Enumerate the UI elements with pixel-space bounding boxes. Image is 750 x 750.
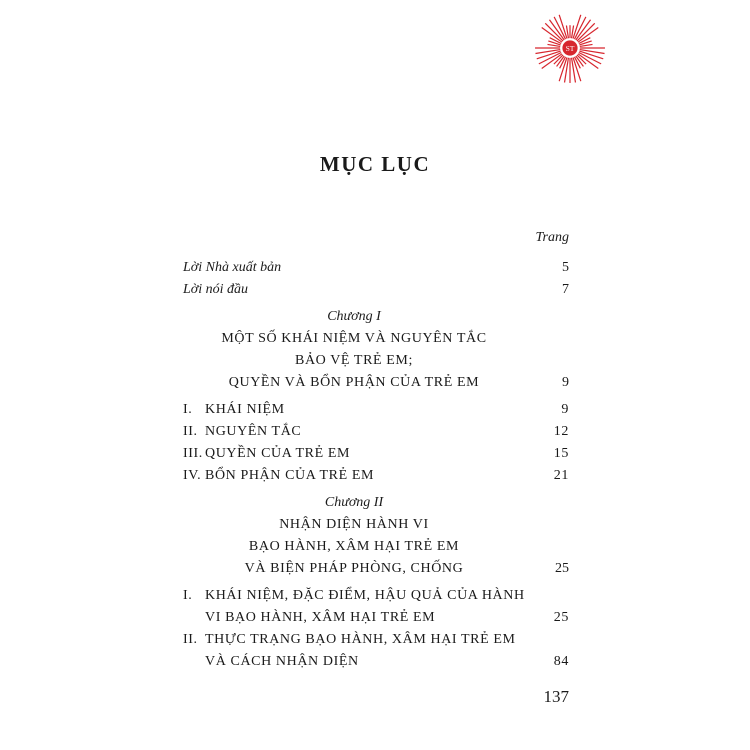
toc-entry-page: 12 <box>553 424 569 439</box>
section-number: I. <box>183 588 193 603</box>
toc-entry-label: KHÁI NIỆM, ĐẶC ĐIỂM, HẬU QUẢ CỦA HÀNH <box>205 588 525 603</box>
chapter-title: Chương II <box>324 495 384 510</box>
chapter-name-line: QUYỀN VÀ BỔN PHẬN CỦA TRẺ EM <box>228 375 480 390</box>
chapter-name-line: MỘT SỐ KHÁI NIỆM VÀ NGUYÊN TẮC <box>221 331 487 346</box>
page-title: MỤC LỤC <box>319 152 431 176</box>
toc-entry-page: 25 <box>555 561 569 576</box>
chapter-name-line: BẠO HÀNH, XÂM HẠI TRẺ EM <box>248 539 460 554</box>
section-number: II. <box>183 424 198 439</box>
toc-entry-label: KHÁI NIỆM <box>205 402 285 417</box>
svg-text:ST: ST <box>565 44 575 54</box>
chapter-name-line: NHẬN DIỆN HÀNH VI <box>279 517 429 532</box>
toc-entry-label: NGUYÊN TẮC <box>205 424 302 439</box>
toc-entry-page: 7 <box>562 282 569 297</box>
page-number: 137 <box>543 687 569 706</box>
toc-entry-page: 84 <box>553 654 569 669</box>
toc-entry-page: 9 <box>562 375 569 390</box>
toc-entry-page: 9 <box>561 402 569 417</box>
section-number: II. <box>183 632 198 647</box>
toc-entry-label: BỔN PHẬN CỦA TRẺ EM <box>205 468 375 483</box>
toc-entry-page: 15 <box>553 446 569 461</box>
chapter-title: Chương I <box>327 309 381 324</box>
toc-entry-label: Lời nói đầu <box>183 282 249 297</box>
toc-entry-page: 5 <box>562 260 569 275</box>
toc-entry-page: 21 <box>553 468 569 483</box>
star-emblem-icon <box>532 10 608 86</box>
chapter-name-line: BẢO VỆ TRẺ EM; <box>295 353 413 368</box>
section-number: IV. <box>183 468 202 483</box>
section-number: I. <box>183 402 193 417</box>
toc-entry-label: Lời Nhà xuất bản <box>183 260 282 275</box>
toc-entry-label: VÀ CÁCH NHẬN DIỆN <box>205 654 359 669</box>
chapter-name-line: VÀ BIỆN PHÁP PHÒNG, CHỐNG <box>244 561 464 576</box>
page-column-label: Trang <box>535 230 569 245</box>
toc-entry-label: THỰC TRẠNG BẠO HÀNH, XÂM HẠI TRẺ EM <box>205 632 516 647</box>
toc-entry-label: VI BẠO HÀNH, XÂM HẠI TRẺ EM <box>205 610 436 625</box>
section-number: III. <box>183 446 203 461</box>
toc-entry-label: QUYỀN CỦA TRẺ EM <box>205 446 351 461</box>
toc-entry-page: 25 <box>553 610 569 625</box>
